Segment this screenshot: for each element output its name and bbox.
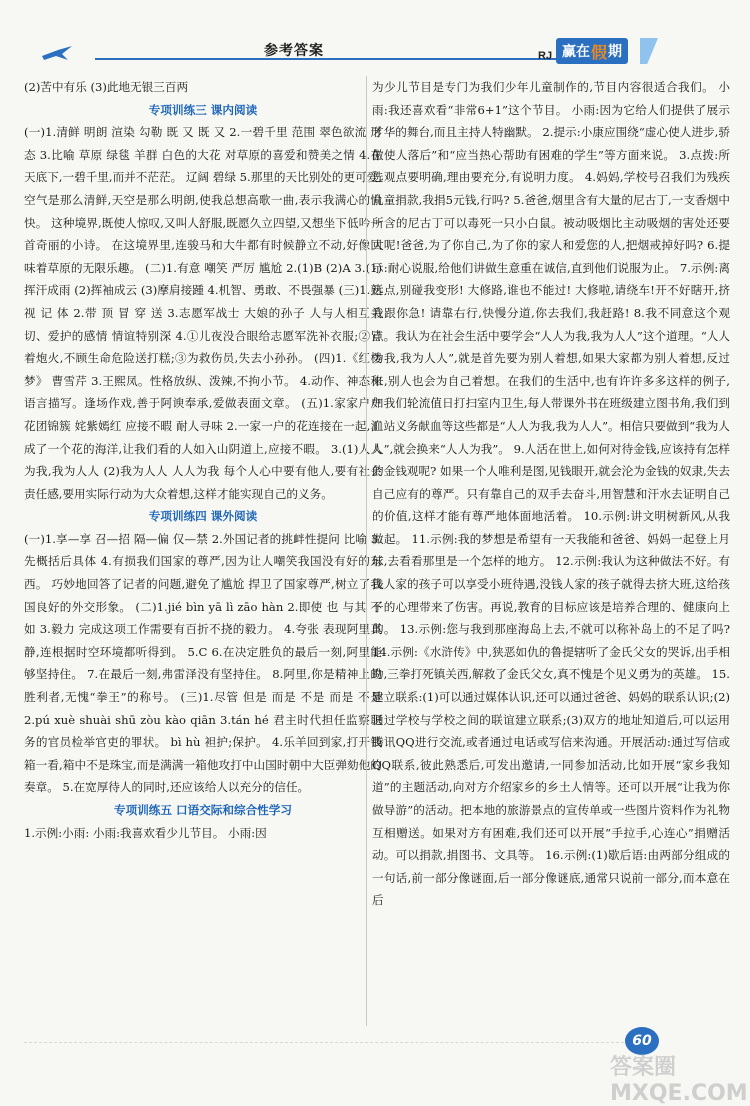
page-header — [0, 0, 750, 66]
brand-flag-decoration — [640, 38, 658, 64]
brand-text-post: 期 — [608, 44, 623, 60]
bird-logo-icon — [40, 44, 74, 62]
brand-text-pre: 赢在 — [562, 44, 590, 60]
footer-rule — [24, 1042, 624, 1043]
page-number-badge: 60 — [625, 1027, 659, 1055]
answer-text: (一)1.清鲜 明朗 渲染 勾勒 既 又 既 又 2.一碧千里 范围 翠色欲流 形态 3.比喻 草原 绿毯 羊群 白色的大花 对草原的喜爱和赞美之情 4.在天底下,一碧千里,而并不茫茫。 辽阔 碧绿 5.那里的天比别处的更可爱,空气是那么清鲜,天空是那么明朗,使我总想高歌一曲,表示我满心的愉快。 这种境界,既使人惊叹,又叫人舒服,既愿久立四望,又想坐下低吟一首奇丽的小诗。 在这境界里,连骏马和大牛都有时候静立不动,好像回味着草原的无限乐趣。 (二)1.有意 嘲笑 严厉 尴尬 2.(1)B (2)A 3.(1)挥汗成雨 (2)挥袖成云 (3)摩肩接踵 4.机智、勇敢、不畏强暴 (三)1.熟 视 记 体 2.带 顶 冒 穿 送 3.志愿军战士 大娘的孙子 人与人相互关切、爱护的感情 情谊特别深 4.①儿夜没合眼给志愿军洗补衣服;②冒着炮火,不顾生命危险送打糕;③为救伤员,失去小孙孙。 (四)1.《红楼梦》 曹雪芹 3.王熙凤。性格放纵、泼辣,不拘小节。 4.动作、神态和语言描写。逢场作戏,善于阿谀奉承,爱做表面文章。 (五)1.家家户户 花团锦簇 姹紫嫣红 应接不暇 耐人寻味 2.一家一户的花连接在一起,汇成了一个花的海洋,让我们看的人如入山阴道上,应接不暇。 3.(1)人人为我,我为人人 (2)我为人人 人人为我 每个人心中要有他人,要有社会责任感,要用实际行动为大众着想,这样才能实现自己的义务。 — [24, 125, 382, 501]
answer-text: 1.示例:小雨: 小雨:我喜欢看少儿节目。 小雨:因 — [24, 825, 267, 840]
edition-label: RJ — [538, 50, 553, 62]
answer-text: (2)苦中有乐 (3)此地无银三百两 — [24, 80, 189, 94]
left-column — [24, 76, 382, 844]
answer-text: 为少儿节目是专门为我们少年儿童制作的,节目内容很适合我们。 小雨:我还喜欢看“非常6+1”这个节目。 小雨:因为它给人们提供了展示才华的舞台,而且主持人特幽默。 2.提示:小康应围绕“虚心使人进步,骄傲使人落后”和“应当热心帮助有困难的学生”等方面来说。 3.点拨:所选观点要明确,理由要充分,有说明力度。 4.妈妈,学校号召我们为残疾儿童捐款,我捐5元钱,行吗? 5.爸爸,烟里含有大量的尼古丁,一支香烟中所含的尼古丁可以毒死一只小白鼠。被动吸烟比主动吸烟的害处还要大呢!爸爸,为了你自己,为了你的家人和爱您的人,把烟戒掉好吗? 6.提示:耐心说服,给他们讲做生意重在诚信,直到他们说服为止。 7.示例:离远点,别碰我变形! 大修路,谁也不能过! 大修啦,请绕车!开不好瞎开,挤我跟你急! 请靠右行,快慢分道,你去我们,我赶路! 8.我不同意这个观点。我认为在社会生活中要学会“人人为我,我为人人”这个道理。“人人为我,我为人人”,就是首先要为别人着想,如果大家都为别人着想,反过来,别人也会为自己着想。在我们的生活中,也有许许多多这样的例子,如我们轮流值日打扫室内卫生,每人带课外书在班级建立图书角,我们到血站义务献血等这些都是“人人为我,我为人人”。相信只要做到“我为人人”,就会换来“人人为我”。 9.人活在世上,如何对待金钱,应该持有怎样的金钱观呢? 如果一个人唯利是图,见钱眼开,就会沦为金钱的奴隶,失去自己应有的尊严。只有靠自己的双手去奋斗,用智慧和汗水去证明自己的价值,这样才能有尊严地体面地活着。 10.示例:讲文明树新风,从我做起。 11.示例:我的梦想是希望有一天我能和爸爸、妈妈一起登上月球,去看看那里是一个怎样的地方。 12.示例:我认为这种做法不好。有钱人家的孩子可以享受小班待遇,没钱人家的孩子就得去挤大班,这给孩子的心理带来了伤害。再说,教育的目标应该是培养合理的、健康向上的。 13.示例:您与我到那座海岛上去,不就可以称补岛上的不足了吗? 14.示例:《水浒传》中,狭恶如仇的鲁提辖听了金氏父女的哭诉,出手相助,三拳打死镇关西,解救了金氏父女,真不愧是个见义勇为的英雄。 15.建立联系:(1)可以通过媒体认识,还可以通过爸爸、妈妈的联系认识;(2)通过学校与学校之间的联谊建立联系;(3)双方的地址知道后,可以运用腾讯QQ进行交流,或者通过电话或写信来沟通。开展活动:通过写信或QQ联系,彼此熟悉后,可发出邀请,一同参加活动,比如开展“家乡我知道”的主题活动,向对方介绍家乡的乡土人情等。还可以开展“让我为你做导游”的活动。把本地的旅游景点的宣传单或一些图片资料作为礼物互相赠送。如果对方有困难,我们还可以开展“手拉手,心连心”捐赠活动。可以捐款,捐图书、文具等。 16.示例:(1)歇后语:由两部分组成的一句话,前一部分像谜面,后一部分像谜底,通常只说前一部分,而本意在后 — [372, 80, 730, 908]
brand-logo — [556, 38, 628, 64]
right-column — [372, 76, 730, 912]
watermark: 答案圈 MXQE.COM — [610, 1055, 748, 1106]
section-heading: 专项训练三 课内阅读 — [148, 102, 258, 117]
section-heading: 专项训练五 口语交际和综合性学习 — [114, 803, 292, 817]
column-divider — [366, 76, 367, 1026]
brand-text-highlight: 假 — [591, 42, 608, 62]
section-heading: 专项训练四 课外阅读 — [148, 509, 258, 524]
header-title: 参考答案 — [264, 43, 324, 59]
answer-text: (一)1.享—享 召—招 隔—偏 仅—禁 2.外国记者的挑衅性提问 比喻 3.先概括后具体 4.有损我们国家的尊严,因为让人嘲笑我国没有好的东西。 巧妙地回答了记者的问题,避免了尴尬 捍卫了国家尊严,树立了我国良好的外交形象。 (二)1.jié bìn yā lì zāo hàn 2.即使 也 与其 不如 3.毅力 完成这项工作需要有百折不挠的毅力。 4.夸张 表现阿里真静,连根据时空环境都听得到。 5.C 6.在决定胜负的最后一刻,阿里能够坚持住。 7.在最后一刻,弗雷泽没有坚持住。 8.阿里,你是精神上的胜利者,无愧“拳王”的称号。 (三)1.尽管 但是 而是 不是 而是 不是 2.pú xuè shuài shū zòu kào qiān 3.tán hé 君主时代担任监察职务的官员检举官吏的罪状。 bì hù 袒护;保护。 4.乐羊回到家,打开钱箱一看,箱中不是珠宝,而是满满一箱他攻打中山国时朝中大臣弹劾他的奏章。 5.在宽厚待人的同时,还应该给人以充分的信任。 — [24, 531, 382, 795]
